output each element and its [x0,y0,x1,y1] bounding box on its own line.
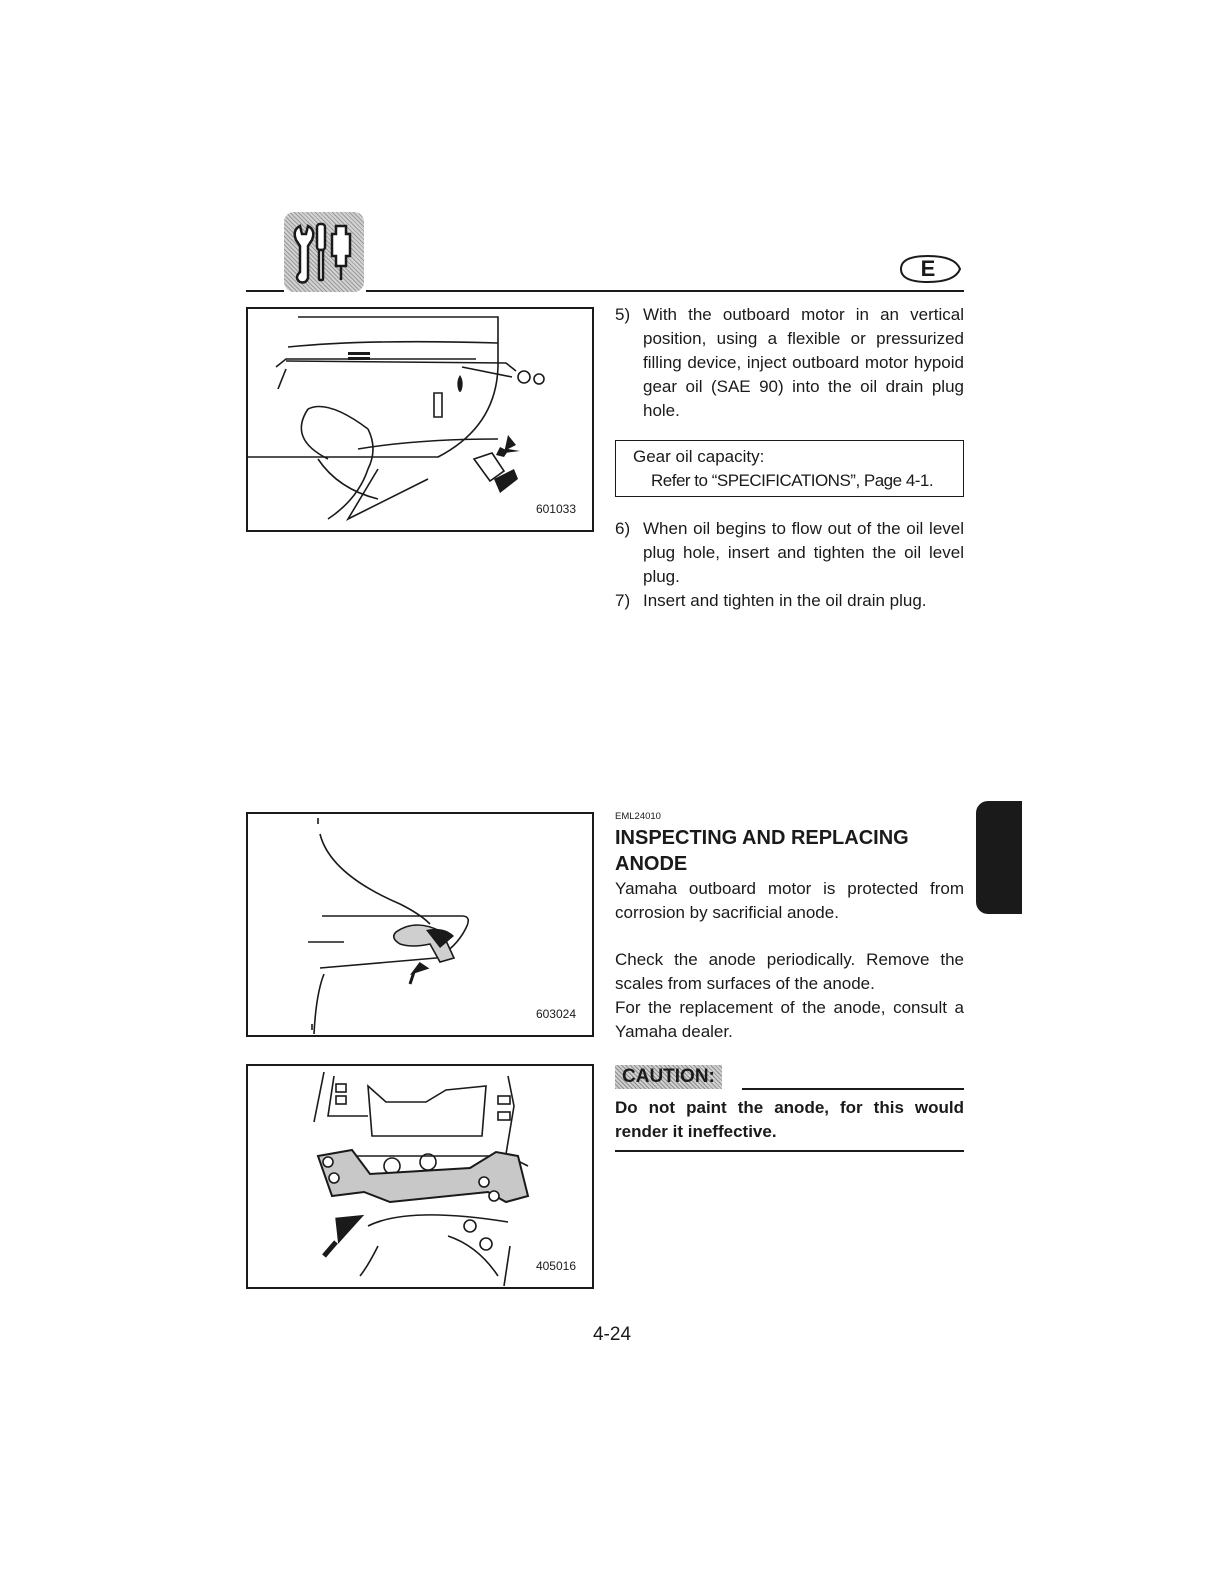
language-badge: E [920,256,936,281]
capacity-detail: Refer to “SPECIFICATIONS”, Page 4-1. [651,471,934,490]
caution-label: CAUTION: [615,1065,722,1089]
figure-code: 603024 [535,1007,576,1021]
capacity-title: Gear oil capacity: [633,447,765,466]
section-heading-line2: ANODE [615,853,688,875]
step-number: 7) [615,591,631,610]
caution-rule-bottom [615,1150,964,1152]
figure-gear-oil-fill [246,307,594,532]
step-text: With the outboard motor in an vertical position, using a flexible or pressurized filling device, inject outboard motor hypoid gear oil (SAE 90) into the oil drain plug hole. [643,305,964,420]
step-text: Insert and tighten in the oil drain plug. [643,591,927,610]
figure-anode-bracket [246,1064,594,1289]
section-code: EML24010 [615,811,661,822]
step-7 [615,589,964,613]
caution-rule-top [742,1088,964,1090]
header-rule-right [366,290,964,292]
figure-code: 601033 [535,502,576,516]
step-5 [615,303,964,423]
step-6 [615,517,964,589]
paragraph-protection: Yamaha outboard motor is protected from corrosion by sacrificial anode. [615,879,964,922]
step-number: 5) [615,305,631,324]
page-number: 4-24 [592,1324,632,1345]
figure-code: 405016 [535,1259,576,1273]
step-number: 6) [615,519,631,538]
caution-text: Do not paint the anode, for this would render it ineffective. [615,1098,964,1141]
chapter-tab [976,801,1022,914]
maintenance-tools-icon [284,212,364,292]
paragraph-check: Check the anode periodically. Remove the scales from surfaces of the anode. [615,950,964,993]
step-text: When oil begins to flow out of the oil level plug hole, insert and tighten the oil level plug. [643,519,964,586]
header-rule-left [246,290,284,292]
section-heading-line1: INSPECTING AND REPLACING [615,827,909,849]
gear-oil-capacity-box [615,440,964,497]
paragraph-replacement: For the replacement of the anode, consult a Yamaha dealer. [615,998,964,1041]
figure-anode-plate [246,812,594,1037]
